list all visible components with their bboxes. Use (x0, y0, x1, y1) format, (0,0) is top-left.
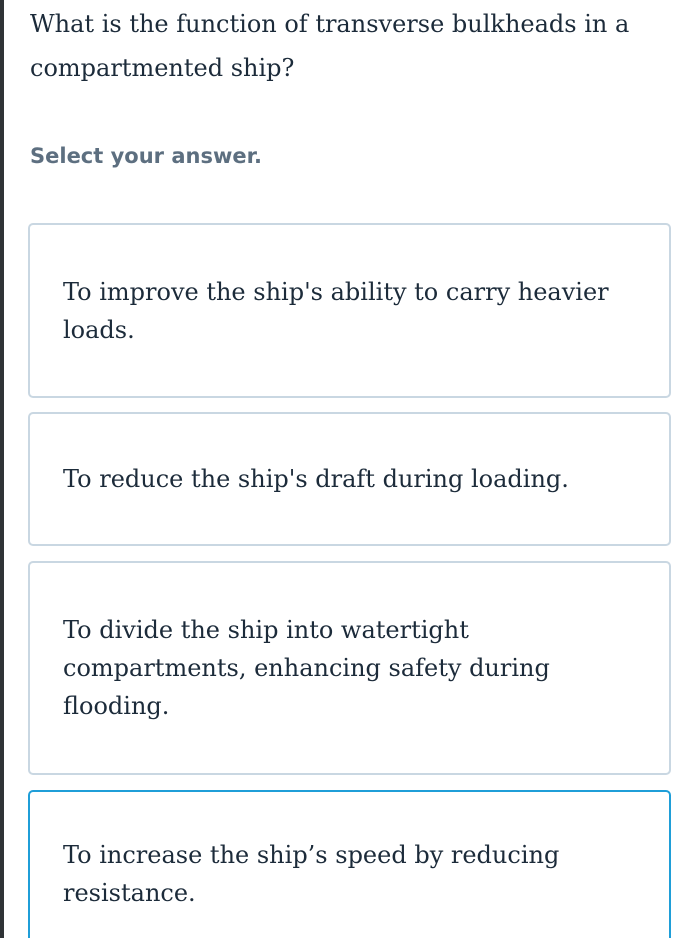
answer-option-label: To divide the ship into watertight compartments, enhancing safety during flooding. (63, 616, 550, 720)
answer-option-2[interactable] (28, 412, 671, 546)
question-text: What is the function of transverse bulkheads in a compartmented ship? (30, 10, 630, 82)
answer-option-label: To increase the ship’s speed by reducing resistance. (63, 841, 560, 907)
answer-instruction: Select your answer. (30, 144, 262, 168)
answer-option-label: To reduce the ship's draft during loading. (63, 465, 569, 493)
answer-option-label: To improve the ship's ability to carry heavier loads. (63, 277, 609, 344)
answer-option-1[interactable] (28, 223, 671, 398)
left-edge-bar (0, 0, 4, 938)
answer-option-3[interactable] (28, 561, 671, 775)
answer-option-4[interactable] (28, 790, 671, 938)
